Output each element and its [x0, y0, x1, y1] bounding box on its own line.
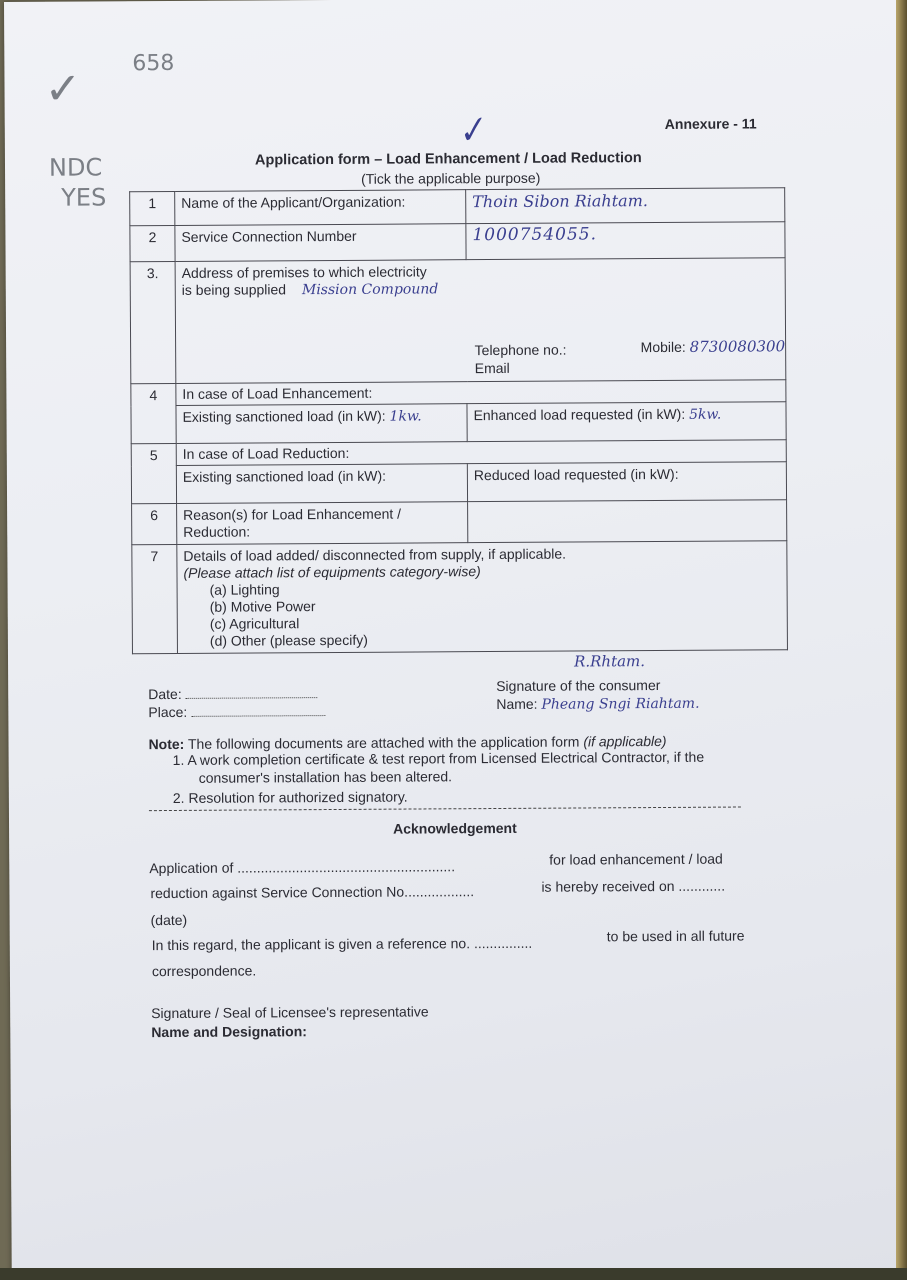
ack-line-2b: is hereby received on ............: [541, 877, 726, 895]
load-enhancement-label: In case of Load Enhancement:: [176, 380, 786, 406]
load-category-item: (b) Motive Power: [209, 598, 316, 615]
ack-line-5: correspondence.: [151, 962, 257, 980]
row-number: 4: [131, 383, 176, 443]
table-row: [130, 258, 786, 384]
existing-load-label: Existing sanctioned load (in kW):: [182, 407, 386, 425]
form-title: Application form – Load Enhancement / Load Reduction: [254, 150, 642, 169]
table-row: [130, 222, 785, 262]
address-label-line2: is being supplied: [181, 281, 287, 298]
mobile-label: Mobile:: [640, 338, 686, 356]
reduced-load-label: Reduced load requested (in kW):: [467, 462, 786, 502]
service-connection-value[interactable]: 1000754055.: [466, 222, 785, 260]
place-field[interactable]: [191, 715, 325, 717]
table-row: [131, 462, 786, 504]
page-edge-bottom: [0, 1268, 907, 1280]
ack-line-3: (date): [150, 911, 188, 929]
row-number: 7: [132, 544, 178, 653]
note-item: 1. A work completion certificate & test report from Licensed Electrical Contractor, if the: [172, 748, 705, 768]
load-category-item: (a) Lighting: [209, 581, 280, 598]
load-details-label: Details of load added/ disconnected from supply, if applicable.: [183, 545, 567, 564]
row-number: 1: [130, 191, 175, 225]
date-label: Date:: [148, 685, 317, 703]
title-check-mark: ✓: [452, 108, 491, 155]
licensee-signature-label: Signature / Seal of Licensee's representative: [151, 1003, 429, 1022]
telephone-label: Telephone no.:: [474, 341, 567, 359]
document-page: [4, 0, 904, 1278]
load-reduction-label: In case of Load Reduction:: [176, 440, 786, 466]
reason-label-line1: Reason(s) for Load Enhancement /: [183, 505, 402, 523]
enhanced-load-value[interactable]: 5kw.: [689, 406, 722, 423]
consumer-signature-scribble: R.Rhtam.: [573, 652, 646, 671]
load-category-item: (c) Agricultural: [209, 615, 300, 632]
email-label: Email: [474, 359, 510, 377]
reduction-existing-load-label: Existing sanctioned load (in kW):: [176, 464, 467, 504]
page-edge-right: [896, 0, 907, 1280]
row-number: 6: [132, 503, 177, 544]
load-details-note: (Please attach list of equipments category-wise): [183, 563, 481, 581]
service-connection-label: Service Connection Number: [175, 224, 466, 262]
table-row: [131, 402, 786, 444]
consumer-signature-label: Signature of the consumer: [496, 677, 661, 695]
reason-label-line2: Reduction:: [183, 523, 251, 540]
margin-tick-mark: ✓: [44, 63, 82, 115]
row-number: 5: [131, 443, 176, 503]
dashed-separator: [149, 807, 741, 812]
table-row: [132, 500, 787, 545]
existing-load-value[interactable]: 1kw.: [389, 408, 422, 425]
row-number: 3.: [130, 261, 176, 383]
annexure-label: Annexure - 11: [664, 115, 757, 132]
ack-line-1a: Application of ........................................................: [149, 858, 456, 877]
reason-value-field[interactable]: [468, 500, 787, 543]
enhanced-load-label: Enhanced load requested (in kW):: [473, 405, 686, 424]
applicant-name-label: Name of the Applicant/Organization:: [175, 190, 466, 226]
margin-file-number: 658: [132, 50, 175, 77]
table-row: [130, 188, 785, 226]
form-subtitle: (Tick the applicable purpose): [361, 169, 541, 187]
note-text: The following documents are attached with the application form: [187, 733, 580, 752]
consumer-name-value[interactable]: Pheang Sngi Riahtam.: [541, 695, 700, 713]
address-value[interactable]: Mission Compound: [301, 281, 439, 299]
application-table: [129, 187, 788, 654]
date-field[interactable]: [186, 697, 318, 699]
note-item-text: Resolution for authorized signatory.: [188, 788, 408, 806]
table-row: [132, 541, 788, 654]
ack-line-4a: In this regard, the applicant is given a reference no. ...............: [151, 934, 533, 954]
note-label: Note:: [148, 735, 185, 753]
margin-note-yes: YES: [61, 183, 107, 212]
ack-line-2a: reduction against Service Connection No..................: [150, 883, 475, 902]
note-paren: (if applicable): [583, 732, 667, 750]
note-item-continuation: consumer's installation has been altered.: [198, 768, 453, 786]
acknowledgement-title: Acknowledgement: [393, 819, 517, 837]
applicant-name-value[interactable]: Thoin Sibon Riahtam.: [466, 188, 785, 224]
address-label-line1: Address of premises to which electricity: [181, 263, 427, 281]
load-category-item: (d) Other (please specify): [209, 631, 368, 649]
ack-line-4b: to be used in all future: [606, 927, 745, 945]
mobile-value[interactable]: 8730080300: [689, 337, 786, 356]
note-item: 2. Resolution for authorized signatory.: [172, 788, 408, 806]
consumer-name-label: Name:: [496, 695, 538, 713]
ack-line-1b: for load enhancement / load: [549, 850, 723, 868]
margin-note-ndc: NDC: [48, 153, 103, 182]
note-item-text: A work completion certificate & test report from Licensed Electrical Contractor, if the: [187, 748, 705, 768]
place-label: Place:: [148, 703, 325, 721]
licensee-name-designation: Name and Designation:: [151, 1023, 307, 1041]
consumer-name-row: [496, 695, 699, 714]
row-number: 2: [130, 225, 175, 261]
